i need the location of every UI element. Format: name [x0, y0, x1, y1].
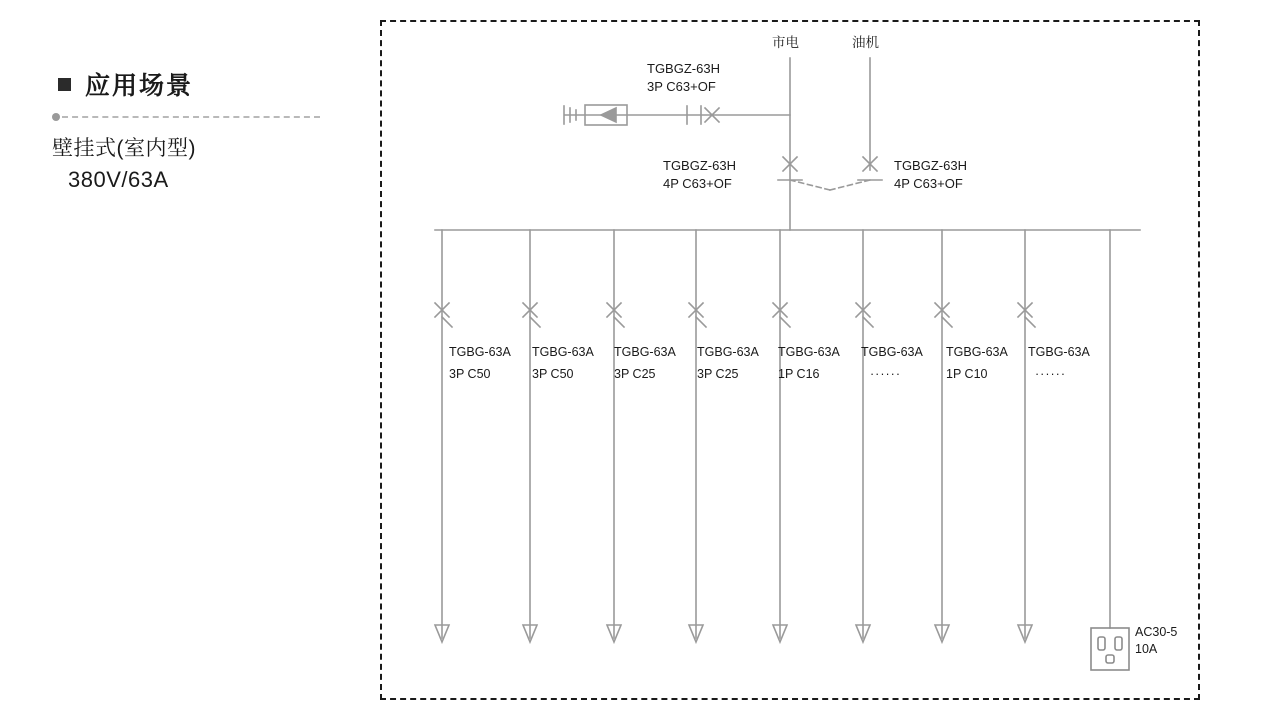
schematic-drawing — [380, 20, 1200, 700]
branch-model-7: TGBG-63A — [946, 345, 1008, 359]
socket-outlet-icon — [1091, 628, 1129, 670]
branch-model-5: TGBG-63A — [778, 345, 840, 359]
branch-model-8: TGBG-63A — [1028, 345, 1090, 359]
left-info-panel — [0, 0, 370, 721]
branch-model-2: TGBG-63A — [532, 345, 594, 359]
section-title-label: 应用场景 — [85, 72, 194, 100]
schematic-panel — [380, 20, 1200, 700]
branch-spec-7: 1P C10 — [946, 367, 988, 381]
branch-spec-6: ······ — [870, 367, 901, 381]
branch-model-3: TGBG-63A — [614, 345, 676, 359]
branch-model-1: TGBG-63A — [449, 345, 511, 359]
branch-model-6: TGBG-63A — [861, 345, 923, 359]
incoming-breaker-model: TGBGZ-63H — [647, 61, 720, 76]
branch-spec-5: 1P C16 — [778, 367, 820, 381]
branch-spec-8: ······ — [1035, 367, 1066, 381]
generator-source-label: 油机 — [852, 35, 879, 50]
section-title — [58, 66, 193, 102]
mains-source-label: 市电 — [772, 35, 799, 50]
ats-left-model: TGBGZ-63H — [663, 158, 736, 173]
ats-left-spec: 4P C63+OF — [663, 176, 732, 191]
dot-icon — [52, 113, 60, 121]
mounting-type-label: 壁挂式(室内型) — [52, 137, 196, 160]
branch-spec-1: 3P C50 — [449, 367, 491, 381]
branch-spec-4: 3P C25 — [697, 367, 739, 381]
socket-model-label: AC30-5 — [1135, 625, 1178, 639]
ats-right-model: TGBGZ-63H — [894, 158, 967, 173]
branch-spec-3: 3P C25 — [614, 367, 656, 381]
square-bullet-icon — [58, 78, 71, 91]
branch-model-4: TGBG-63A — [697, 345, 759, 359]
ats-right-spec: 4P C63+OF — [894, 176, 963, 191]
rating-label: 380V/63A — [68, 167, 169, 192]
incoming-breaker-spec: 3P C63+OF — [647, 79, 716, 94]
divider — [52, 112, 320, 122]
dashed-line — [62, 116, 320, 118]
socket-rating-label: 10A — [1135, 642, 1158, 656]
branch-spec-2: 3P C50 — [532, 367, 574, 381]
